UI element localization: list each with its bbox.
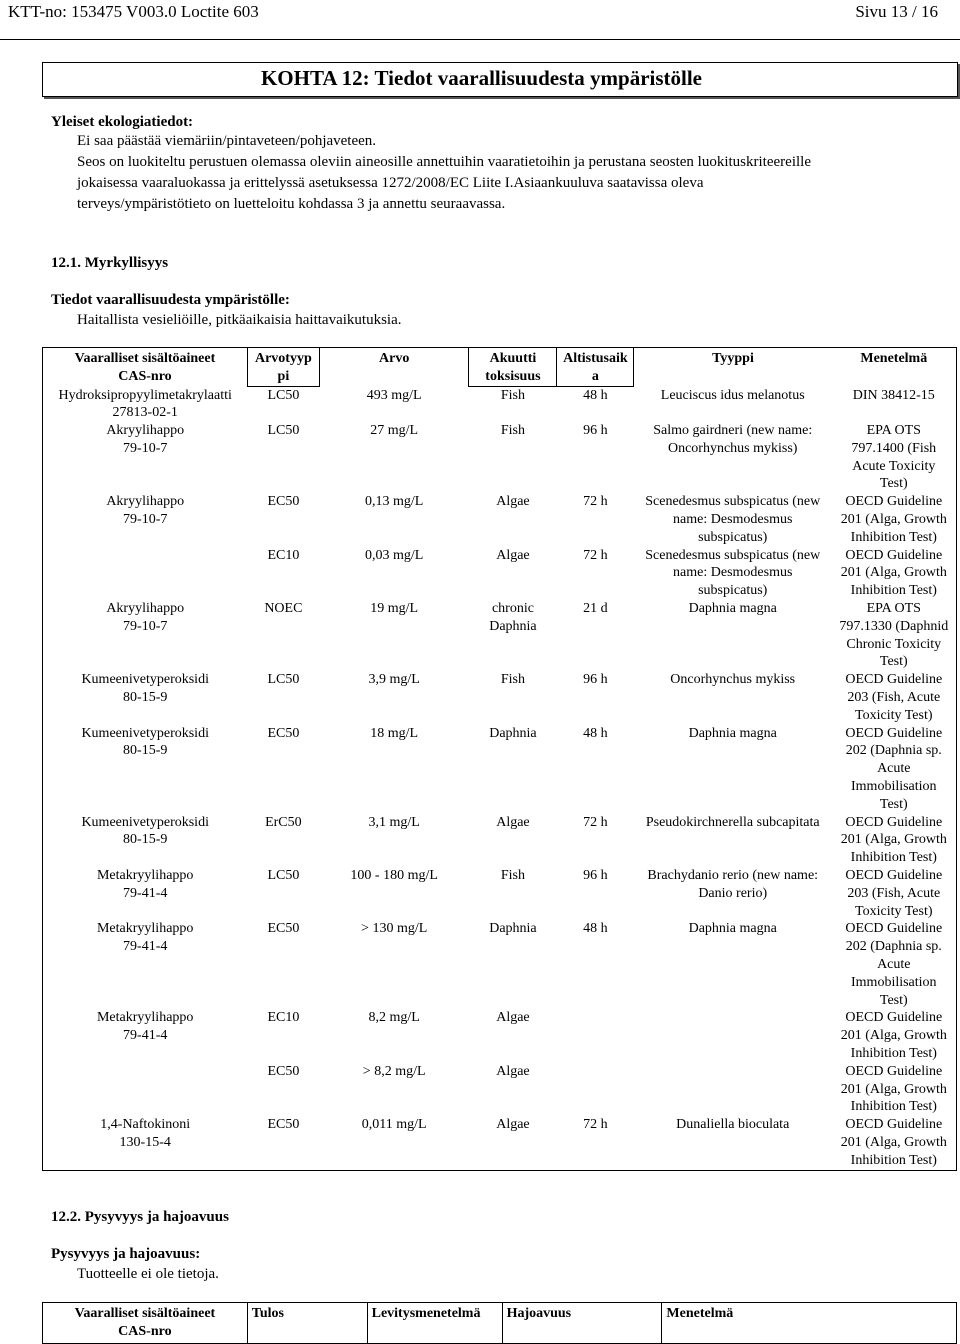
general-line: Ei saa päästää viemäriin/pintaveteen/pohjaveteen. xyxy=(77,133,377,149)
method-cell: OECD Guideline 201 (Alga, Growth Inhibition Test) xyxy=(840,1063,947,1115)
section-title: KOHTA 12: Tiedot vaarallisuudesta ympäristölle xyxy=(260,66,702,90)
method-cell: OECD Guideline 202 (Daphnia sp. Acute Immobilisation Test) xyxy=(845,921,943,1008)
table-row xyxy=(43,1009,957,1062)
acute-toxicity-cell: Algae xyxy=(496,814,530,830)
value-type-cell: EC50 xyxy=(267,1063,300,1079)
column-header: Menetelmä xyxy=(662,1303,957,1344)
exposure-time-cell: 72 h xyxy=(583,814,608,830)
method-cell: OECD Guideline 201 (Alga, Growth Inhibition Test) xyxy=(840,1010,947,1061)
page-number: Sivu 13 / 16 xyxy=(855,2,938,21)
exposure-time-cell: 48 h xyxy=(583,725,608,741)
acute-toxicity-cell: Algae xyxy=(496,494,530,510)
acute-toxicity-cell: Fish xyxy=(500,423,525,439)
table-header-row xyxy=(43,1303,957,1344)
value-type-cell: LC50 xyxy=(267,672,300,688)
column-header: Tulos xyxy=(247,1303,367,1344)
table-row xyxy=(43,422,957,493)
species-cell: Brachydanio rerio (new name: Danio rerio) xyxy=(647,868,819,901)
substance-cell: Metakryylihappo 79-41-4 xyxy=(96,868,194,901)
substance-cell: Akryylihappo 79-10-7 xyxy=(106,601,185,634)
species-cell: Salmo gairdneri (new name: Oncorhynchus mykiss) xyxy=(653,423,813,456)
document-id: KTT-no: 153475 V003.0 Loctite 603 xyxy=(8,2,259,21)
value-cell: 19 mg/L xyxy=(370,601,419,617)
value-cell: 27 mg/L xyxy=(370,423,419,439)
persistence-text: Tuotteelle ei ole tietoja. xyxy=(77,1266,219,1282)
exposure-time-cell: 48 h xyxy=(583,388,608,403)
species-cell: Scenedesmus subspicatus (new name: Desmodesmus subspicatus) xyxy=(645,547,821,599)
species-cell: Leuciscus idus melanotus xyxy=(660,387,805,403)
table-header-row xyxy=(43,348,957,387)
method-cell: OECD Guideline 201 (Alga, Growth Inhibition Test) xyxy=(840,494,947,545)
persistence-subheading: Pysyvyys ja hajoavuus: xyxy=(51,1246,201,1262)
column-header: Levitysmenetelmä xyxy=(367,1303,502,1344)
species-cell xyxy=(634,1063,832,1116)
acute-toxicity-cell: Fish xyxy=(500,388,525,403)
method-cell: OECD Guideline 202 (Daphnia sp. Acute Immobilisation Test) xyxy=(845,725,943,812)
value-cell: > 8,2 mg/L xyxy=(362,1063,426,1079)
value-type-cell: EC10 xyxy=(267,547,300,563)
method-cell: OECD Guideline 203 (Fish, Acute Toxicity Test) xyxy=(845,868,943,919)
exposure-time-cell: 72 h xyxy=(583,1117,608,1133)
method-cell: OECD Guideline 201 (Alga, Growth Inhibition Test) xyxy=(840,814,947,866)
general-line: jokaisessa vaaraluokassa ja erittelyssä asetuksessa 1272/2008/EC Liite I.Asiaankuuluva saatavissa oleva xyxy=(77,175,704,191)
substance-cell: Kumeenivetyperoksidi 80-15-9 xyxy=(81,725,209,759)
substance-cell: 1,4-Naftokinoni 130-15-4 xyxy=(100,1117,191,1150)
exposure-time-cell: 21 d xyxy=(583,601,608,617)
column-header: Vaaralliset sisältöaineet CAS-nro xyxy=(43,1303,248,1344)
value-cell: 100 - 180 mg/L xyxy=(350,868,438,884)
value-cell: 3,1 mg/L xyxy=(368,814,420,830)
value-cell: 8,2 mg/L xyxy=(368,1010,420,1026)
species-cell: Daphnia magna xyxy=(688,921,777,937)
exposure-time-cell: 96 h xyxy=(583,672,608,688)
species-cell: Daphnia magna xyxy=(688,601,777,617)
exposure-time-cell xyxy=(557,1063,634,1116)
value-type-cell: EC50 xyxy=(267,725,300,741)
acute-toxicity-cell: Fish xyxy=(500,672,525,688)
substance-cell xyxy=(43,547,248,600)
substance-cell: Akryylihappo 79-10-7 xyxy=(106,494,185,528)
value-type-cell: NOEC xyxy=(264,601,303,617)
value-type-cell: EC10 xyxy=(267,1010,300,1026)
toxicity-heading: 12.1. Myrkyllisyys xyxy=(51,255,169,271)
value-cell: 0,03 mg/L xyxy=(365,547,424,563)
substance-cell: Hydroksipropyylimetakrylaatti 27813-02-1 xyxy=(58,387,232,421)
value-type-cell: LC50 xyxy=(267,388,300,403)
persistence-table xyxy=(42,1302,957,1344)
substance-cell: Kumeenivetyperoksidi 80-15-9 xyxy=(81,672,209,706)
table-row xyxy=(43,920,957,1009)
species-cell: Daphnia magna xyxy=(688,725,777,741)
value-cell: 0,13 mg/L xyxy=(365,494,424,510)
column-header: Arvotyyp pi xyxy=(247,348,319,387)
general-heading: Yleiset ekologiatiedot: xyxy=(51,114,194,130)
toxicity-text: Haitallista vesieliöille, pitkäaikaisia haittavaikutuksia. xyxy=(77,312,402,328)
method-cell: DIN 38412-15 xyxy=(852,387,935,403)
substance-cell: Metakryylihappo 79-41-4 xyxy=(96,921,194,955)
column-header: Hajoavuus xyxy=(502,1303,662,1344)
value-type-cell: LC50 xyxy=(267,423,300,439)
exposure-time-cell: 72 h xyxy=(583,547,608,563)
substance-cell: Akryylihappo 79-10-7 xyxy=(106,423,185,456)
table-row xyxy=(43,387,957,423)
exposure-time-cell: 72 h xyxy=(583,494,608,510)
exposure-time-cell: 48 h xyxy=(583,921,608,937)
value-cell: 3,9 mg/L xyxy=(368,672,420,688)
toxicity-table xyxy=(42,347,957,1171)
substance-cell xyxy=(43,1063,248,1116)
acute-toxicity-cell: Daphnia xyxy=(489,921,537,937)
value-cell: 493 mg/L xyxy=(366,387,422,403)
species-cell: Dunaliella bioculata xyxy=(676,1117,790,1133)
species-cell: Pseudokirchnerella subcapitata xyxy=(645,814,820,830)
table-row xyxy=(43,547,957,600)
method-cell: EPA OTS 797.1330 (Daphnid Chronic Toxicity Test) xyxy=(839,601,949,670)
value-cell: 18 mg/L xyxy=(370,725,419,741)
table-row xyxy=(43,814,957,867)
method-cell: OECD Guideline 201 (Alga, Growth Inhibition Test) xyxy=(840,547,947,599)
exposure-time-cell: 96 h xyxy=(583,423,608,439)
value-type-cell: LC50 xyxy=(267,868,300,884)
method-cell: OECD Guideline 203 (Fish, Acute Toxicity Test) xyxy=(845,672,943,723)
method-cell: EPA OTS 797.1400 (Fish Acute Toxicity Test) xyxy=(851,423,937,492)
acute-toxicity-cell: Daphnia xyxy=(489,725,537,741)
acute-toxicity-cell: Algae xyxy=(496,547,530,563)
value-cell: > 130 mg/L xyxy=(361,921,428,937)
table-row xyxy=(43,1063,957,1116)
table-row xyxy=(43,671,957,724)
column-header: Vaaralliset sisältöaineet CAS-nro xyxy=(74,351,216,384)
table-row xyxy=(43,725,957,814)
value-cell: 0,011 mg/L xyxy=(361,1117,427,1133)
species-cell: Oncorhynchus mykiss xyxy=(670,672,796,688)
acute-toxicity-cell: Algae xyxy=(496,1063,530,1079)
substance-cell: Kumeenivetyperoksidi 80-15-9 xyxy=(81,814,209,848)
acute-toxicity-cell: Algae xyxy=(496,1010,530,1026)
species-cell: Scenedesmus subspicatus (new name: Desmodesmus subspicatus) xyxy=(645,494,821,545)
value-type-cell: EC50 xyxy=(267,921,300,937)
column-header: Arvo xyxy=(379,351,410,366)
value-type-cell: ErC50 xyxy=(265,814,302,830)
exposure-time-cell: 96 h xyxy=(583,868,608,884)
persistence-heading: 12.2. Pysyvyys ja hajoavuus xyxy=(51,1209,229,1225)
species-cell xyxy=(634,1009,832,1062)
acute-toxicity-cell: Algae xyxy=(496,1117,530,1133)
general-line: Seos on luokiteltu perustuen olemassa oleviin aineosille annettuihin vaaratietoihin ja perustana seosten luokituskriteereille xyxy=(77,154,811,170)
column-header: Menetelmä xyxy=(860,351,928,366)
table-row xyxy=(43,600,957,671)
method-cell: OECD Guideline 201 (Alga, Growth Inhibition Test) xyxy=(840,1117,947,1168)
table-row xyxy=(43,1116,957,1170)
substance-cell: Metakryylihappo 79-41-4 xyxy=(96,1010,194,1044)
acute-toxicity-cell: Fish xyxy=(500,868,525,884)
column-header: Tyyppi xyxy=(712,351,754,366)
column-header: Akuutti toksisuus xyxy=(469,348,557,387)
value-type-cell: EC50 xyxy=(267,1117,300,1133)
exposure-time-cell xyxy=(557,1009,634,1062)
table-row xyxy=(43,493,957,546)
acute-toxicity-cell: chronic Daphnia xyxy=(489,601,537,634)
header-divider xyxy=(0,39,960,40)
column-header: Altistusaik a xyxy=(557,348,634,387)
toxicity-subheading: Tiedot vaarallisuudesta ympäristölle: xyxy=(51,292,290,308)
general-line: terveys/ympäristötieto on luetteloitu kohdassa 3 ja annettu seuraavassa. xyxy=(77,196,506,212)
table-row xyxy=(43,867,957,920)
value-type-cell: EC50 xyxy=(267,494,300,510)
